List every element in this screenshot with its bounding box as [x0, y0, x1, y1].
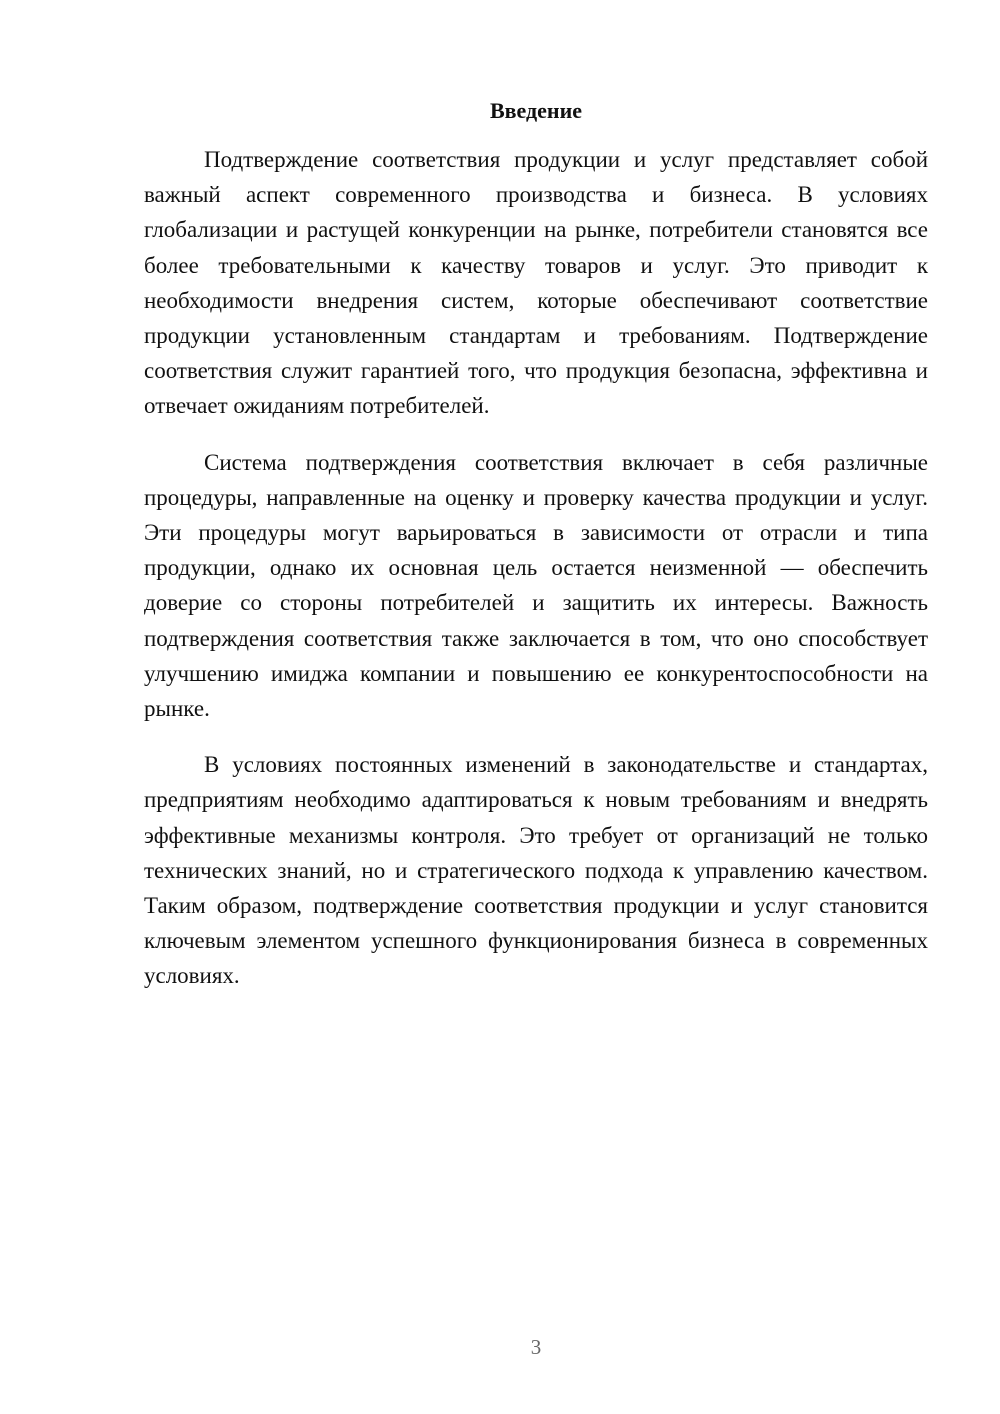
body-text [144, 142, 928, 1015]
paragraph-1: Подтверждение соответствия продукции и услуг представляет собой важный аспект современного производства и бизнеса. В условиях глобализации и растущей конкуренции на рынке, потребители становятся все более требовательными к качеству товаров и услуг. Это приводит к необходимости внедрения систем, которые обеспечивают соответствие продукции установленным стандартам и требованиям. Подтверждение соответствия служит гарантией того, что продукция безопасна, эффективна и отвечает ожиданиям потребителей. [144, 147, 928, 419]
page-title: Введение [489, 98, 583, 123]
paragraph-2: Система подтверждения соответствия включает в себя различные процедуры, направленные на оценку и проверку качества продукции и услуг. Эти процедуры могут варьироваться в зависимости от отрасли и типа продукции, однако их основная цель остается неизменной — обеспечить доверие со стороны потребителей и защитить их интересы. Важность подтверждения соответствия также заключается в том, что оно способствует улучшению имиджа компании и повышению ее конкурентоспособности на рынке. [144, 449, 928, 722]
paragraph-3: В условиях постоянных изменений в законодательстве и стандартах, предприятиям необходимо адаптироваться к новым требованиям и внедрять эффективные механизмы контроля. Это требует от организаций не только технических знаний, но и стратегического подхода к управлению качеством. Таким образом, подтверждение соответствия продукции и услуг становится ключевым элементом успешного функционирования бизнеса в современных условиях. [144, 752, 928, 989]
page-number: 3 [530, 1335, 542, 1359]
